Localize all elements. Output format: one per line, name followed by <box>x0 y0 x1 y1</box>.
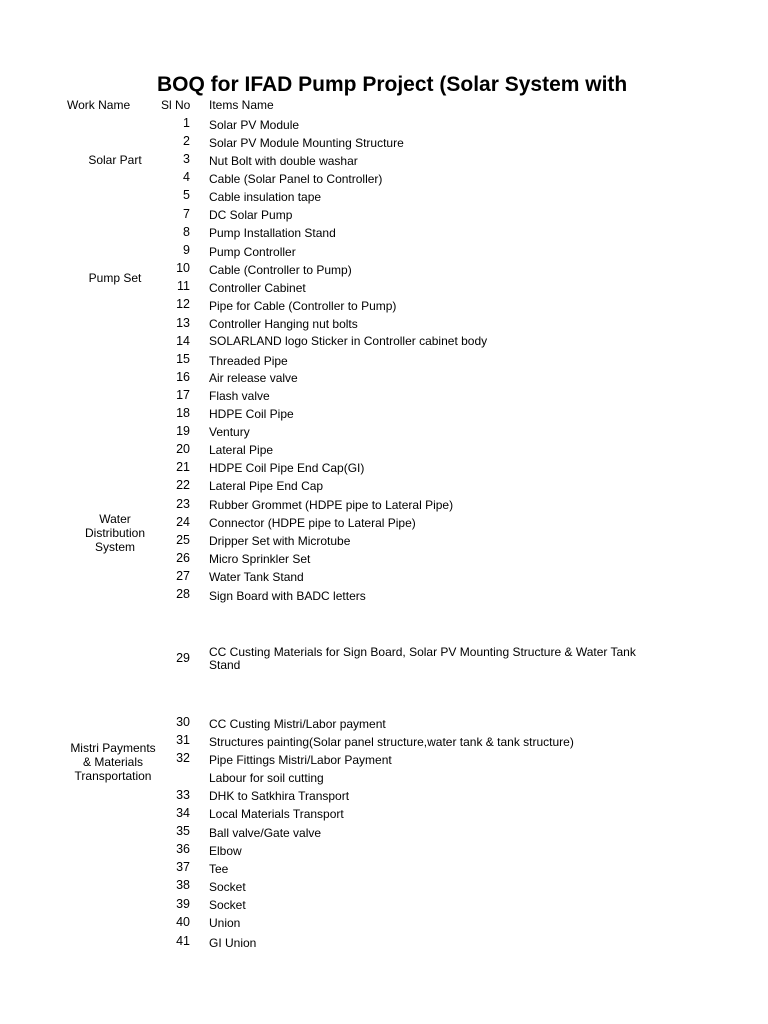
row-item-name: Elbow <box>209 844 242 858</box>
row-sl-no: 23 <box>176 497 190 511</box>
header-items-name: Items Name <box>209 98 274 112</box>
row-item-name: Air release valve <box>209 371 298 385</box>
row-sl-no: 28 <box>176 587 190 601</box>
row-item-name: Threaded Pipe <box>209 354 288 368</box>
row-item-name: CC Custing Mistri/Labor payment <box>209 717 386 731</box>
row-sl-no: 31 <box>176 733 190 747</box>
row-sl-no: 30 <box>176 715 190 729</box>
row-item-name: Structures painting(Solar panel structure,water tank & tank structure) <box>209 735 574 749</box>
row-item-name: HDPE Coil Pipe End Cap(GI) <box>209 461 365 475</box>
row-sl-no: 39 <box>176 897 190 911</box>
row-sl-no: 9 <box>183 243 190 257</box>
row-sl-no: 17 <box>176 388 190 402</box>
row-sl-no: 22 <box>176 478 190 492</box>
row-item-name: Micro Sprinkler Set <box>209 552 311 566</box>
row-sl-no: 40 <box>176 915 190 929</box>
row-item-name: Controller Cabinet <box>209 281 306 295</box>
row-sl-no: 34 <box>176 806 190 820</box>
row-sl-no: 38 <box>176 878 190 892</box>
row-sl-no: 3 <box>183 152 190 166</box>
row-item-name: CC Custing Materials for Sign Board, Solar PV Mounting Structure & Water Tank Stand <box>209 645 636 672</box>
row-item-name: Connector (HDPE pipe to Lateral Pipe) <box>209 516 416 530</box>
row-sl-no: 27 <box>176 569 190 583</box>
header-work-name: Work Name <box>67 98 131 112</box>
row-sl-no: 2 <box>183 134 190 148</box>
row-item-name: Ventury <box>209 425 250 439</box>
row-item-name: DC Solar Pump <box>209 208 293 222</box>
row-sl-no: 13 <box>176 316 190 330</box>
row-sl-no: 18 <box>176 406 190 420</box>
row-item-name: Solar PV Module <box>209 118 300 132</box>
row-item-name: Labour for soil cutting <box>209 771 324 785</box>
row-sl-no: 25 <box>176 533 190 547</box>
row-item-name: Pump Controller <box>209 245 296 259</box>
row-item-name: Flash valve <box>209 389 270 403</box>
group-solar-part: Solar Part <box>88 153 142 167</box>
row-item-name: Socket <box>209 898 246 912</box>
group-water-distribution: Water Distribution System <box>84 512 146 554</box>
row-item-name: Pump Installation Stand <box>209 226 336 240</box>
group-mistri-payments: Mistri Payments & Materials Transportation <box>70 741 156 783</box>
row-item-name: GI Union <box>209 936 257 950</box>
row-item-name: Pipe Fittings Mistri/Labor Payment <box>209 753 392 767</box>
row-sl-no: 36 <box>176 842 190 856</box>
row-sl-no: 1 <box>183 116 190 130</box>
row-sl-no: 26 <box>176 551 190 565</box>
row-sl-no: 20 <box>176 442 190 456</box>
row-item-name: Solar PV Module Mounting Structure <box>209 136 404 150</box>
row-item-name: Lateral Pipe <box>209 443 274 457</box>
row-item-name: Controller Hanging nut bolts <box>209 317 358 331</box>
row-item-name: Lateral Pipe End Cap <box>209 479 324 493</box>
row-sl-no: 4 <box>183 170 190 184</box>
row-item-name: Cable insulation tape <box>209 190 322 204</box>
row-sl-no: 41 <box>176 934 190 948</box>
group-pump-set: Pump Set <box>88 271 142 285</box>
row-sl-no: 11 <box>177 279 190 293</box>
row-sl-no: 8 <box>183 225 190 239</box>
row-sl-no: 14 <box>176 334 190 348</box>
row-item-name: Nut Bolt with double washar <box>209 154 358 168</box>
row-sl-no: 12 <box>176 297 190 311</box>
row-sl-no: 32 <box>176 751 190 765</box>
document-title: BOQ for IFAD Pump Project (Solar System with <box>157 73 628 96</box>
row-item-name: Rubber Grommet (HDPE pipe to Lateral Pipe) <box>209 498 454 512</box>
row-sl-no: 21 <box>176 460 190 474</box>
row-item-name: HDPE Coil Pipe <box>209 407 294 421</box>
row-sl-no: 19 <box>176 424 190 438</box>
row-sl-no: 15 <box>176 352 190 366</box>
row-item-name: Water Tank Stand <box>209 570 304 584</box>
row-item-name: Ball valve/Gate valve <box>209 826 322 840</box>
row-item-name: Union <box>209 916 241 930</box>
row-item-name: DHK to Satkhira Transport <box>209 789 350 803</box>
header-sl-no: Sl No <box>161 98 191 112</box>
row-sl-no: 16 <box>176 370 190 384</box>
row-sl-no: 35 <box>176 824 190 838</box>
row-sl-no: 29 <box>176 651 190 665</box>
row-item-name: Pipe for Cable (Controller to Pump) <box>209 299 397 313</box>
row-item-name: Cable (Solar Panel to Controller) <box>209 172 383 186</box>
row-sl-no: 5 <box>183 188 190 202</box>
row-sl-no: 7 <box>183 207 190 221</box>
row-sl-no: 10 <box>176 261 190 275</box>
row-item-name: Cable (Controller to Pump) <box>209 263 352 277</box>
row-sl-no: 33 <box>176 788 190 802</box>
row-item-name: Tee <box>209 862 229 876</box>
row-sl-no: 24 <box>176 515 190 529</box>
row-sl-no: 37 <box>176 860 190 874</box>
row-item-name: Local Materials Transport <box>209 807 344 821</box>
row-item-name: SOLARLAND logo Sticker in Controller cabinet body <box>209 334 488 348</box>
row-item-name: Sign Board with BADC letters <box>209 589 366 603</box>
row-item-name: Dripper Set with Microtube <box>209 534 351 548</box>
row-item-name: Socket <box>209 880 246 894</box>
